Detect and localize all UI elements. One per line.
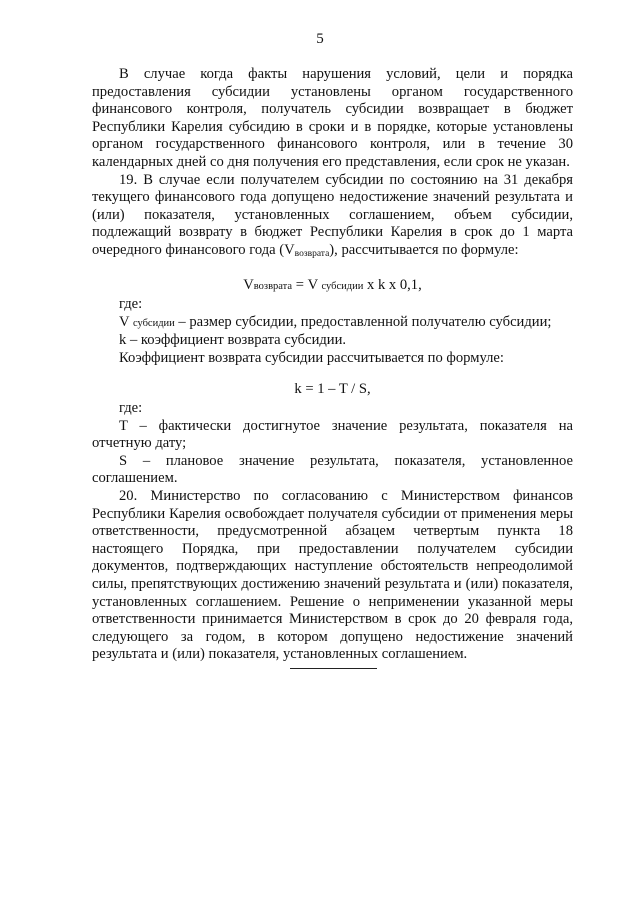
def-v-sub: субсидии bbox=[132, 317, 175, 329]
formula-return-volume bbox=[92, 264, 573, 297]
paragraph-19-text: 19. В случае если получателем субсидии по состоянию на 31 декабря текущего финансового года допущено недостижение значений результата и (или) показателя, установленных соглашением, объем субсидии, подлежащий возврату в бюджет Республики Карелия в срок до 1 марта очередного финансового года (V bbox=[92, 171, 573, 258]
definition-v-subsidy bbox=[92, 314, 573, 333]
formula-sub-subsidy: субсидии bbox=[321, 280, 364, 292]
where-label-1: где: bbox=[119, 296, 143, 313]
coefficient-intro: Коэффициент возврата субсидии рассчитывается по формуле: bbox=[119, 349, 504, 366]
formula-coefficient: k = 1 – T / S, bbox=[294, 380, 371, 397]
paragraph-control-violation: В случае когда факты нарушения условий, цели и порядка предоставления субсидии установлены органом государственного финансового контроля, получатель субсидии возвращает в бюджет Республики Карелия субсидию в сроки и в порядке, которые установлены органом государственного финансового контроля, или в течение 30 календарных дней со дня получения его представления, если срок не указан. bbox=[92, 66, 573, 170]
def-v-symbol: V bbox=[119, 313, 133, 330]
paragraph-19-tail: ), рассчитывается по формуле: bbox=[329, 241, 519, 258]
formula-rest: x k x 0,1, bbox=[363, 276, 422, 293]
formula-v: V bbox=[243, 276, 254, 293]
paragraph-20: 20. Министерство по согласованию с Министерством финансов Республики Карелия освобождает получателя субсидии от применения меры ответственности, предусмотренной абзацем четвертым пункта 18 настоящего Порядка, при предоставлении получателем субсидии документов, подтверждающих наступление обстоятельств непреодолимой силы, препятствующих достижению значений результата и (или) показателя, установленных соглашением. Решение о неприменении указанной меры ответственности принимается Министерством в срок до 20 февраля года, следующего за годом, в котором допущено недостижение значений результата и (или) показателя, установленных соглашением. bbox=[92, 488, 573, 663]
def-v-text: – размер субсидии, предоставленной получателю субсидии; bbox=[174, 313, 552, 330]
formula-mid: = V bbox=[292, 276, 322, 293]
formula-sub-return: возврата bbox=[253, 280, 293, 292]
definition-k: k – коэффициент возврата субсидии. bbox=[119, 332, 347, 349]
subscript-return: возврата bbox=[294, 248, 330, 259]
definition-s: S – плановое значение результата, показателя, установленное соглашением. bbox=[92, 452, 573, 487]
page-number: 5 bbox=[316, 31, 324, 47]
end-divider-line bbox=[290, 668, 377, 669]
paragraph-19 bbox=[92, 172, 573, 264]
where-label-2: где: bbox=[119, 400, 143, 417]
definition-t: T – фактически достигнутое значение результата, показателя на отчетную дату; bbox=[92, 417, 573, 452]
document-body bbox=[92, 66, 573, 664]
